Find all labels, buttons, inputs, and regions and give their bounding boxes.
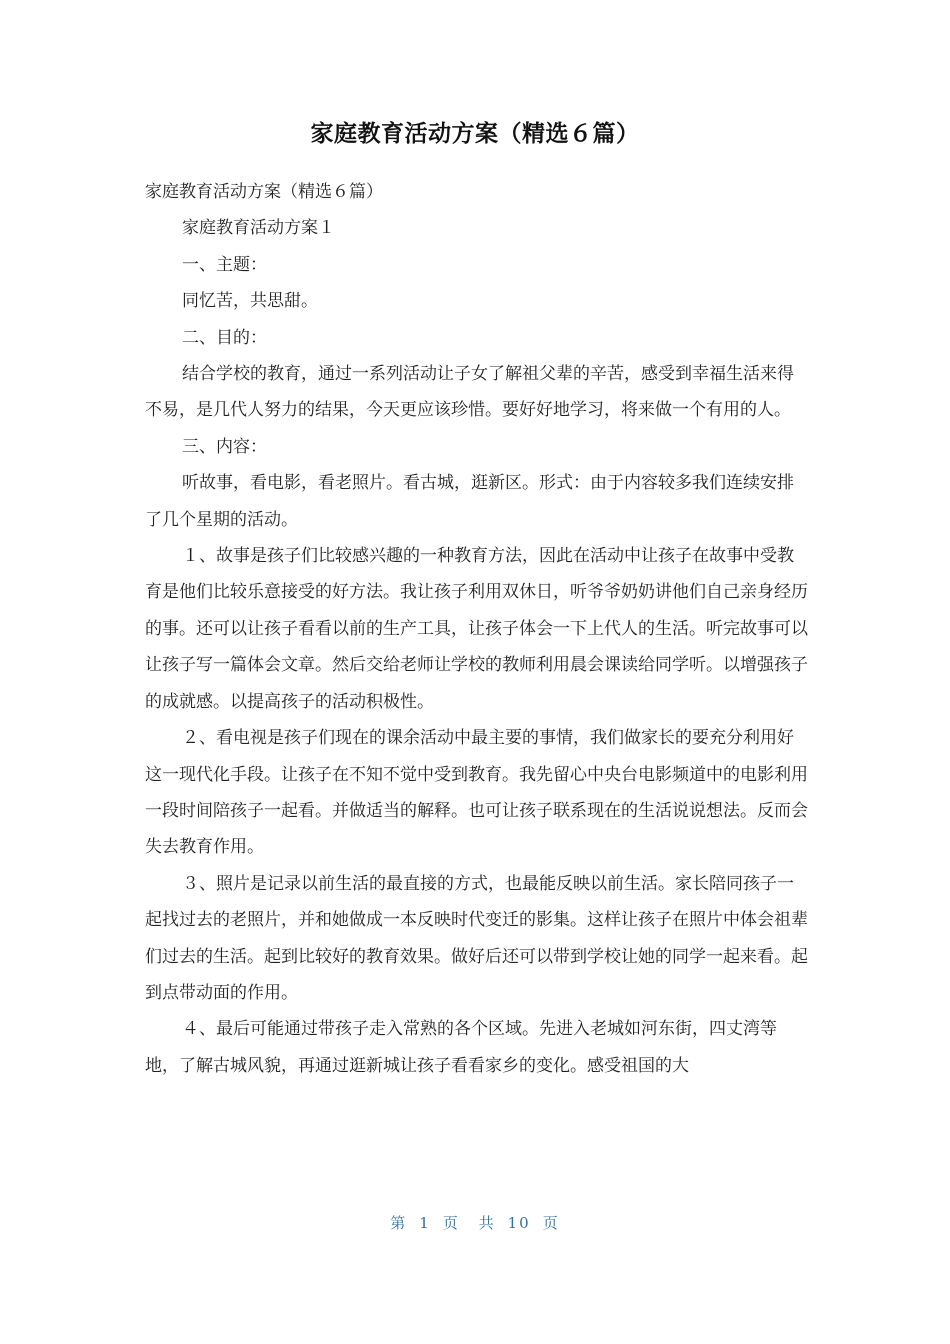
- paragraph: ２、看电视是孩子们现在的课余活动中最主要的事情，我们做家长的要充分利用好这一现代化手段。让孩子在不知不觉中受到教育。我先留心中央台电影频道中的电影利用一段时间陪孩子一起看。并做适当的解释。也可让孩子联系现在的生活说说想法。反而会失去教育作用。: [145, 728, 808, 858]
- paragraph: ３、照片是记录以前生活的最直接的方式，也最能反映以前生活。家长陪同孩子一起找过去的老照片，并和她做成一本反映时代变迁的影集。这样让孩子在照片中体会祖辈们过去的生活。起到比较好的教育效果。做好后还可以带到学校让她的同学一起来看。起到点带动面的作用。: [145, 873, 808, 1003]
- page-label-suffix: 页: [542, 1214, 560, 1232]
- paragraph: 听故事，看电影，看老照片。看古城，逛新区。形式：由于内容较多我们连续安排了几个星期的活动。: [145, 473, 794, 530]
- paragraph: 家庭教育活动方案（精选６篇）: [145, 182, 383, 202]
- document-body: [145, 174, 810, 1084]
- total-pages-number: 10: [507, 1214, 531, 1232]
- document-title: 家庭教育活动方案（精选６篇）: [310, 121, 640, 147]
- paragraph: 同忆苦，共思甜。: [182, 291, 318, 312]
- paragraph: 一、主题：: [182, 254, 267, 275]
- paragraph: １、故事是孩子们比较感兴趣的一种教育方法，因此在活动中让孩子在故事中受教育是他们比较乐意接受的好方法。我让孩子利用双休日，听爷爷奶奶讲他们自己亲身经历的事。还可以让孩子看看以前的生产工具，让孩子体会一下上代人的生活。听完故事可以让孩子写一篇体会文章。然后交给老师让学校的教师利用晨会课读给同学听。以增强孩子的成就感。以提高孩子的活动积极性。: [145, 546, 808, 712]
- paragraph: 三、内容：: [182, 436, 267, 457]
- page-label-mid: 页 共: [442, 1214, 496, 1232]
- paragraph: 二、目的：: [182, 327, 267, 348]
- current-page-number: 1: [419, 1214, 431, 1232]
- paragraph: ４、最后可能通过带孩子走入常熟的各个区域。先进入老城如河东街，四丈湾等地，了解古城风貌，再通过逛新城让孩子看看家乡的变化。感受祖国的大: [145, 1019, 777, 1076]
- page-label-prefix: 第: [390, 1214, 408, 1232]
- paragraph: 家庭教育活动方案１: [182, 218, 335, 239]
- paragraph: 结合学校的教育，通过一系列活动让子女了解祖父辈的辛苦，感受到幸福生活来得不易，是几代人努力的结果，今天更应该珍惜。要好好地学习，将来做一个有用的人。: [145, 364, 794, 421]
- page-footer: [0, 1209, 950, 1237]
